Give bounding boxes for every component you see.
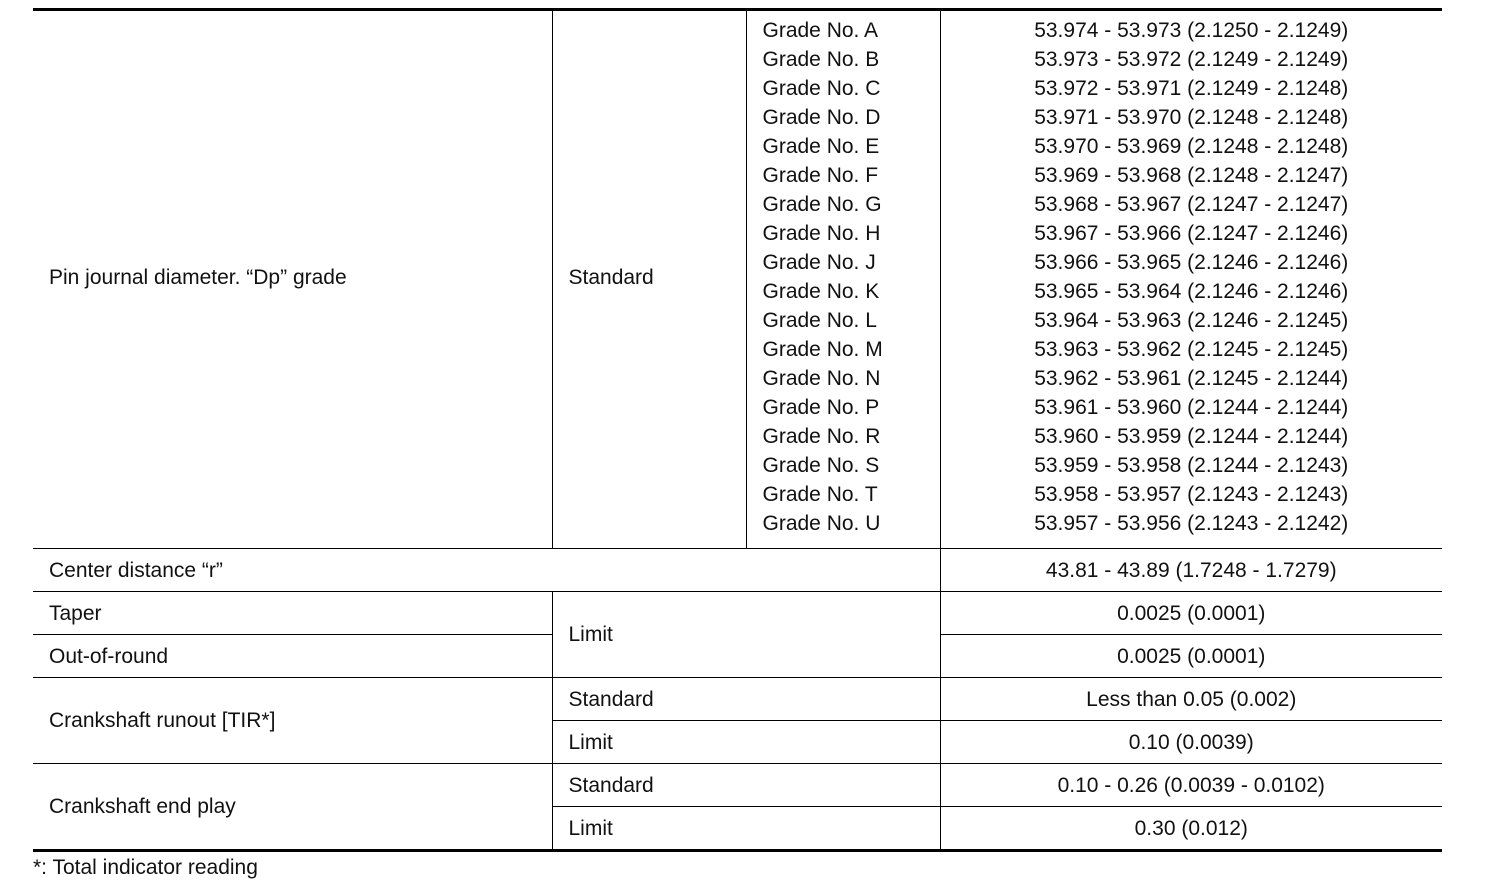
runout-standard-value: Less than 0.05 (0.002) [940,678,1442,721]
grade-value: 53.972 - 53.971 (2.1249 - 2.1248) [1034,77,1349,100]
runout-limit-value: 0.10 (0.0039) [940,721,1442,764]
grade-name: Grade No. K [762,280,880,303]
grade-value: 53.966 - 53.965 (2.1246 - 2.1246) [1034,251,1349,274]
grade-name: Grade No. E [762,135,880,158]
grade-name: Grade No. U [762,512,881,535]
grade-value: 53.959 - 53.958 (2.1244 - 2.1243) [1034,454,1349,477]
grade-value: 53.961 - 53.960 (2.1244 - 2.1244) [1034,396,1349,419]
grade-name: Grade No. B [762,48,880,71]
center-distance-row [33,549,1442,592]
grade-value: 53.965 - 53.964 (2.1246 - 2.1246) [1034,280,1349,303]
runout-standard-row [33,678,1442,721]
grade-name: Grade No. C [762,77,881,100]
runout-limit-label: Limit [552,721,940,764]
grade-value: 53.957 - 53.956 (2.1243 - 2.1242) [1034,512,1349,535]
taper-row [33,592,1442,635]
runout-label: Crankshaft runout [TIR*] [33,678,552,764]
grade-name: Grade No. R [762,425,881,448]
grade-name: Grade No. S [762,454,880,477]
grade-value: 53.963 - 53.962 (2.1245 - 2.1245) [1034,338,1349,361]
end-play-limit-value: 0.30 (0.012) [940,807,1442,851]
grade-name: Grade No. A [762,19,879,42]
taper-value: 0.0025 (0.0001) [940,592,1442,635]
grade-name: Grade No. P [762,396,880,419]
grade-name: Grade No. G [762,193,882,216]
grade-value: 53.969 - 53.968 (2.1248 - 2.1247) [1034,164,1349,187]
pin-journal-row [33,10,1442,549]
grade-name: Grade No. H [762,222,881,245]
grade-value: 53.964 - 53.963 (2.1246 - 2.1245) [1034,309,1349,332]
grade-name: Grade No. J [762,251,876,274]
end-play-limit-label: Limit [552,807,940,851]
end-play-standard-value: 0.10 - 0.26 (0.0039 - 0.0102) [940,764,1442,807]
pin-journal-label: Pin journal diameter. “Dp” grade [33,10,552,549]
grade-value: 53.962 - 53.961 (2.1245 - 2.1244) [1034,367,1349,390]
grade-value: 53.968 - 53.967 (2.1247 - 2.1247) [1034,193,1349,216]
runout-standard-label: Standard [552,678,940,721]
grade-value: 53.974 - 53.973 (2.1250 - 2.1249) [1034,19,1349,42]
grade-value-list [940,10,1442,549]
crankshaft-spec-table [33,8,1442,852]
center-distance-label: Center distance “r” [33,549,940,592]
grade-value: 53.967 - 53.966 (2.1247 - 2.1246) [1034,222,1349,245]
end-play-label: Crankshaft end play [33,764,552,851]
grade-name: Grade No. L [762,309,877,332]
taper-oor-condition: Limit [552,592,940,678]
end-play-standard-row [33,764,1442,807]
grade-value: 53.960 - 53.959 (2.1244 - 2.1244) [1034,425,1349,448]
grade-value: 53.971 - 53.970 (2.1248 - 2.1248) [1034,106,1349,129]
footnote: *: Total indicator reading [33,856,258,879]
grade-name: Grade No. D [762,106,881,129]
out-of-round-value: 0.0025 (0.0001) [940,635,1442,678]
grade-name: Grade No. N [762,367,881,390]
grade-value: 53.973 - 53.972 (2.1249 - 2.1249) [1034,48,1349,71]
grade-value: 53.958 - 53.957 (2.1243 - 2.1243) [1034,483,1349,506]
out-of-round-label: Out-of-round [33,635,552,678]
grade-list [746,10,940,549]
pin-journal-condition: Standard [552,10,746,549]
end-play-standard-label: Standard [552,764,940,807]
grade-name: Grade No. F [762,164,879,187]
grade-name: Grade No. M [762,338,883,361]
taper-label: Taper [33,592,552,635]
center-distance-value: 43.81 - 43.89 (1.7248 - 1.7279) [940,549,1442,592]
grade-value: 53.970 - 53.969 (2.1248 - 2.1248) [1034,135,1349,158]
grade-name: Grade No. T [762,483,878,506]
